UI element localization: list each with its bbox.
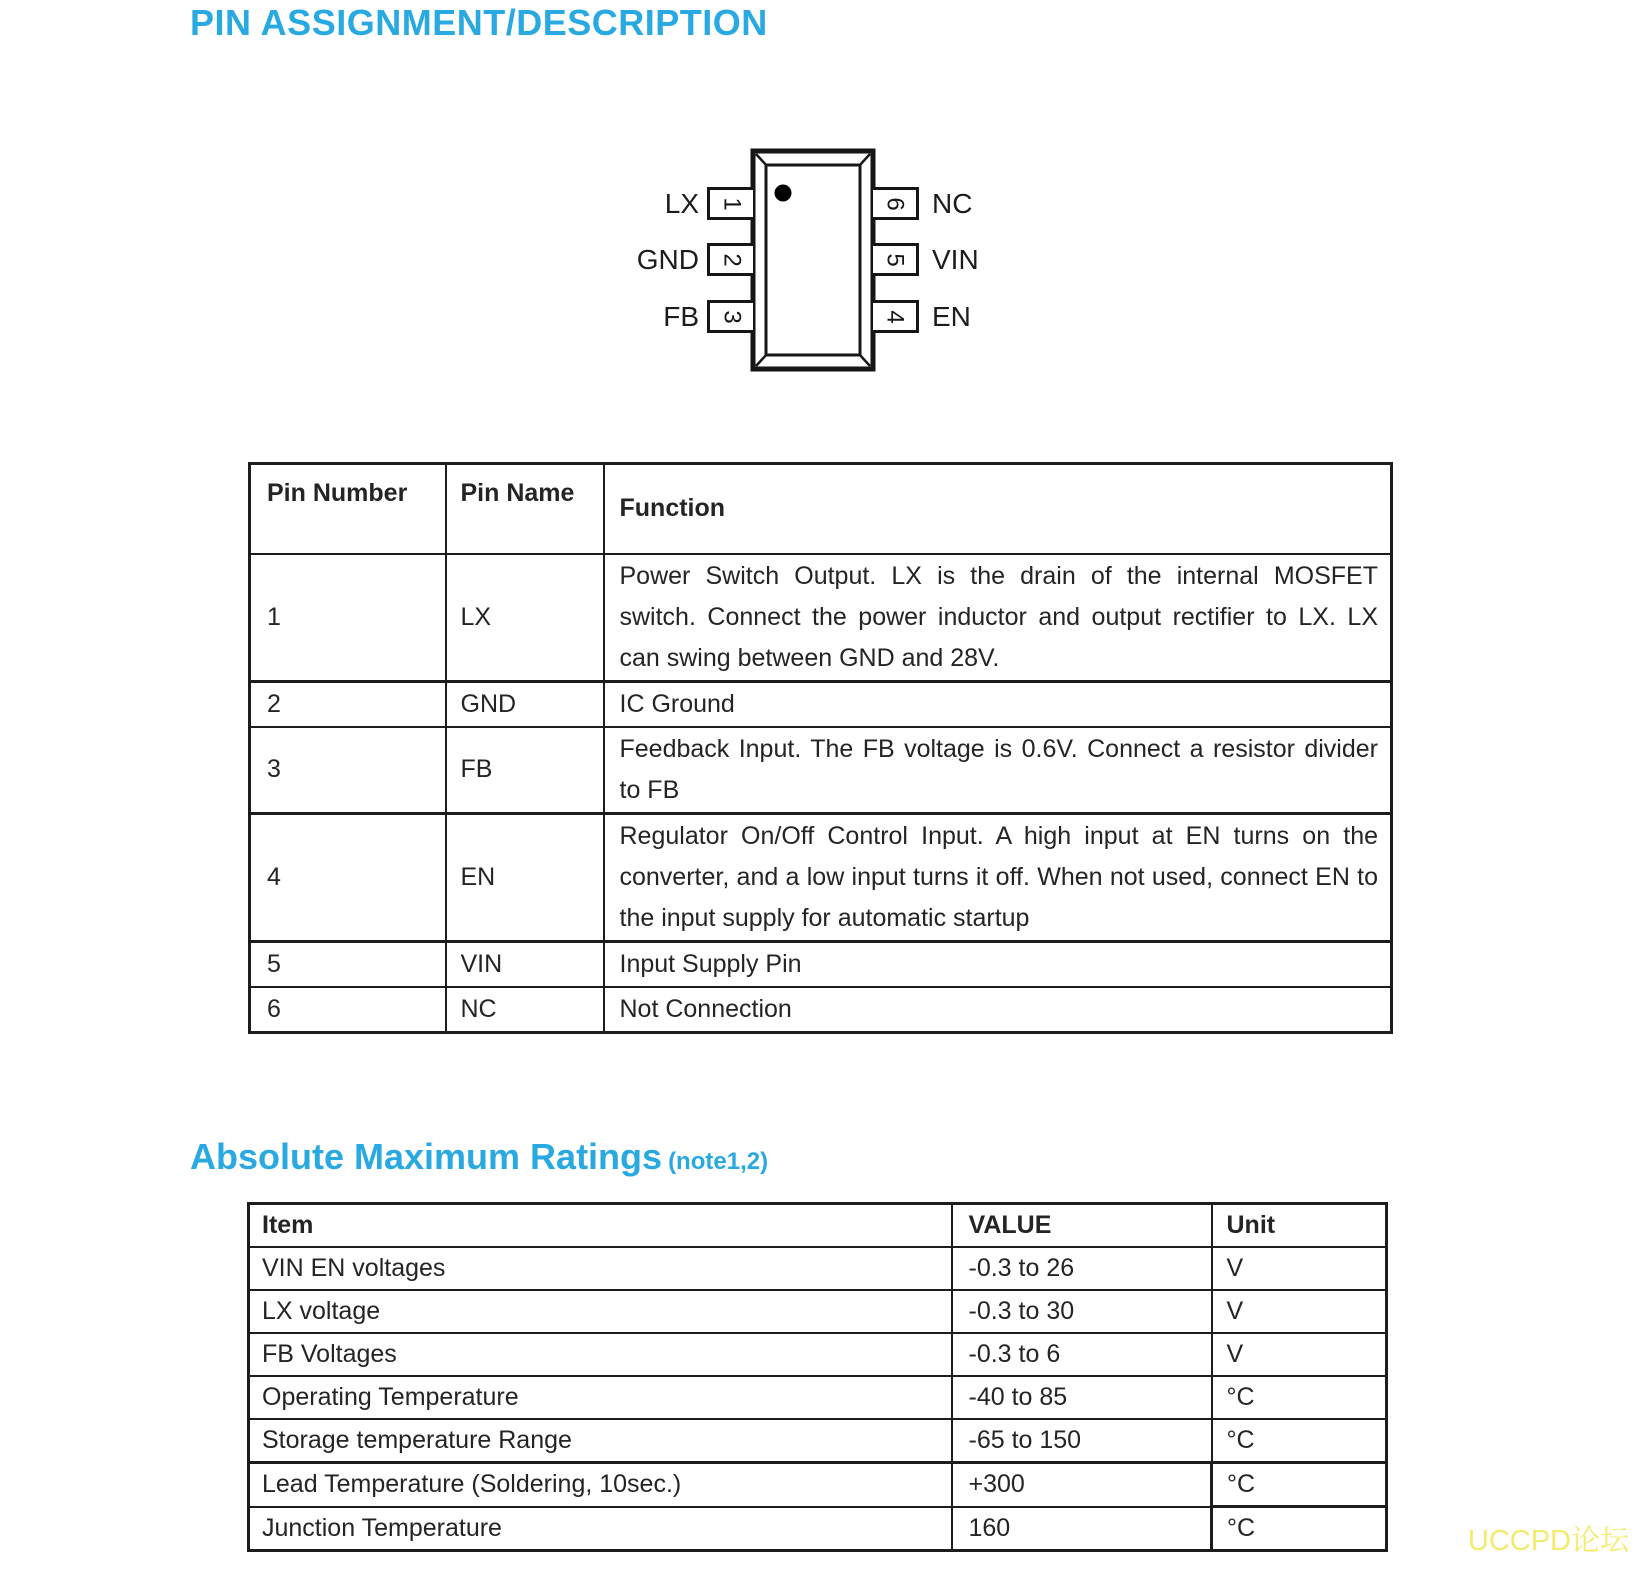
value-cell: -0.3 to 26 xyxy=(952,1247,1212,1290)
item-cell: FB Voltages xyxy=(249,1333,952,1376)
ratings-title-note: (note1,2) xyxy=(668,1148,769,1175)
function-cell: Power Switch Output. LX is the drain of the internal MOSFET switch. Connect the power inductor and output rectifier to LX. LX can swing between GND and 28V. xyxy=(604,554,1392,682)
pin-description-table xyxy=(248,462,1393,1034)
table-row xyxy=(249,1507,1387,1551)
table-row xyxy=(250,727,1392,814)
unit-cell: V xyxy=(1212,1247,1387,1290)
pin-number-4: 4 xyxy=(881,309,909,324)
function-cell: Not Connection xyxy=(604,987,1392,1033)
item-cell: Junction Temperature xyxy=(249,1507,952,1551)
unit-cell: °C xyxy=(1212,1419,1387,1463)
pin-name-cell: EN xyxy=(446,813,604,941)
value-cell: -40 to 85 xyxy=(952,1376,1212,1419)
pin-number-6: 6 xyxy=(881,196,909,211)
pin-number-cell: 6 xyxy=(250,987,446,1033)
value-cell: +300 xyxy=(952,1463,1212,1507)
pin-name-cell: FB xyxy=(446,727,604,814)
function-cell: Feedback Input. The FB voltage is 0.6V. Connect a resistor divider to FB xyxy=(604,727,1392,814)
chip-pinout-diagram xyxy=(600,120,1070,390)
pin-number-3: 3 xyxy=(718,309,746,324)
item-header: Item xyxy=(249,1204,952,1248)
pin-number-cell: 3 xyxy=(250,727,446,814)
pin-number-cell: 4 xyxy=(250,813,446,941)
function-header: Function xyxy=(604,464,1392,554)
table-row xyxy=(250,941,1392,987)
pin-name-cell: LX xyxy=(446,554,604,682)
pin-box-5 xyxy=(873,243,919,276)
table-row xyxy=(249,1247,1387,1290)
unit-cell: V xyxy=(1212,1333,1387,1376)
table-row xyxy=(250,813,1392,941)
pin-number-1: 1 xyxy=(718,196,746,211)
pin1-marker-dot xyxy=(775,185,792,202)
value-header: VALUE xyxy=(952,1204,1212,1248)
pin-box-2 xyxy=(707,243,753,276)
function-cell: Input Supply Pin xyxy=(604,941,1392,987)
pin-name-cell: GND xyxy=(446,681,604,727)
item-cell: Lead Temperature (Soldering, 10sec.) xyxy=(249,1463,952,1507)
item-cell: VIN EN voltages xyxy=(249,1247,952,1290)
table-row xyxy=(249,1290,1387,1333)
pin-name-header: Pin Name xyxy=(446,464,604,554)
chip-body xyxy=(750,148,876,372)
table-row xyxy=(250,681,1392,727)
unit-cell: °C xyxy=(1212,1376,1387,1419)
pin-number-header: Pin Number xyxy=(250,464,446,554)
item-cell: Storage temperature Range xyxy=(249,1419,952,1463)
table-row xyxy=(249,1333,1387,1376)
table-row xyxy=(250,987,1392,1033)
unit-header: Unit xyxy=(1212,1204,1387,1248)
pin-name-cell: NC xyxy=(446,987,604,1033)
pin-name-cell: VIN xyxy=(446,941,604,987)
pin-label-lx: LX xyxy=(664,188,699,219)
pin-label-gnd: GND xyxy=(636,244,699,275)
pin-box-3 xyxy=(707,300,753,333)
pin-number-cell: 5 xyxy=(250,941,446,987)
pin-number-2: 2 xyxy=(718,252,746,267)
pin-table-header-row xyxy=(250,464,1392,554)
item-cell: LX voltage xyxy=(249,1290,952,1333)
pin-box-1 xyxy=(707,187,753,220)
value-cell: -65 to 150 xyxy=(952,1419,1212,1463)
unit-cell: °C xyxy=(1212,1463,1387,1507)
table-row xyxy=(249,1419,1387,1463)
value-cell: -0.3 to 30 xyxy=(952,1290,1212,1333)
value-cell: -0.3 to 6 xyxy=(952,1333,1212,1376)
page-title: PIN ASSIGNMENT/DESCRIPTION xyxy=(190,2,768,43)
pin-label-vin: VIN xyxy=(932,244,979,275)
ratings-header-row xyxy=(249,1204,1387,1248)
pin-number-cell: 2 xyxy=(250,681,446,727)
pin-label-nc: NC xyxy=(932,188,973,219)
table-row xyxy=(250,554,1392,682)
item-cell: Operating Temperature xyxy=(249,1376,952,1419)
unit-cell: V xyxy=(1212,1290,1387,1333)
watermark: UCCPD论坛 xyxy=(1467,1525,1629,1557)
pin-label-fb: FB xyxy=(663,301,699,332)
ratings-title xyxy=(190,1136,768,1178)
pin-number-cell: 1 xyxy=(250,554,446,682)
function-cell: IC Ground xyxy=(604,681,1392,727)
pin-box-6 xyxy=(873,187,919,220)
ratings-table xyxy=(247,1202,1388,1552)
pin-box-4 xyxy=(873,300,919,333)
table-row xyxy=(249,1376,1387,1419)
unit-cell: °C xyxy=(1212,1507,1387,1551)
pin-label-en: EN xyxy=(932,301,971,332)
ratings-title-text: Absolute Maximum Ratings xyxy=(190,1136,663,1177)
function-cell: Regulator On/Off Control Input. A high input at EN turns on the converter, and a low input turns it off. When not used, connect EN to the input supply for automatic startup xyxy=(604,813,1392,941)
pin-number-5: 5 xyxy=(881,252,909,267)
table-row xyxy=(249,1463,1387,1507)
value-cell: 160 xyxy=(952,1507,1212,1551)
